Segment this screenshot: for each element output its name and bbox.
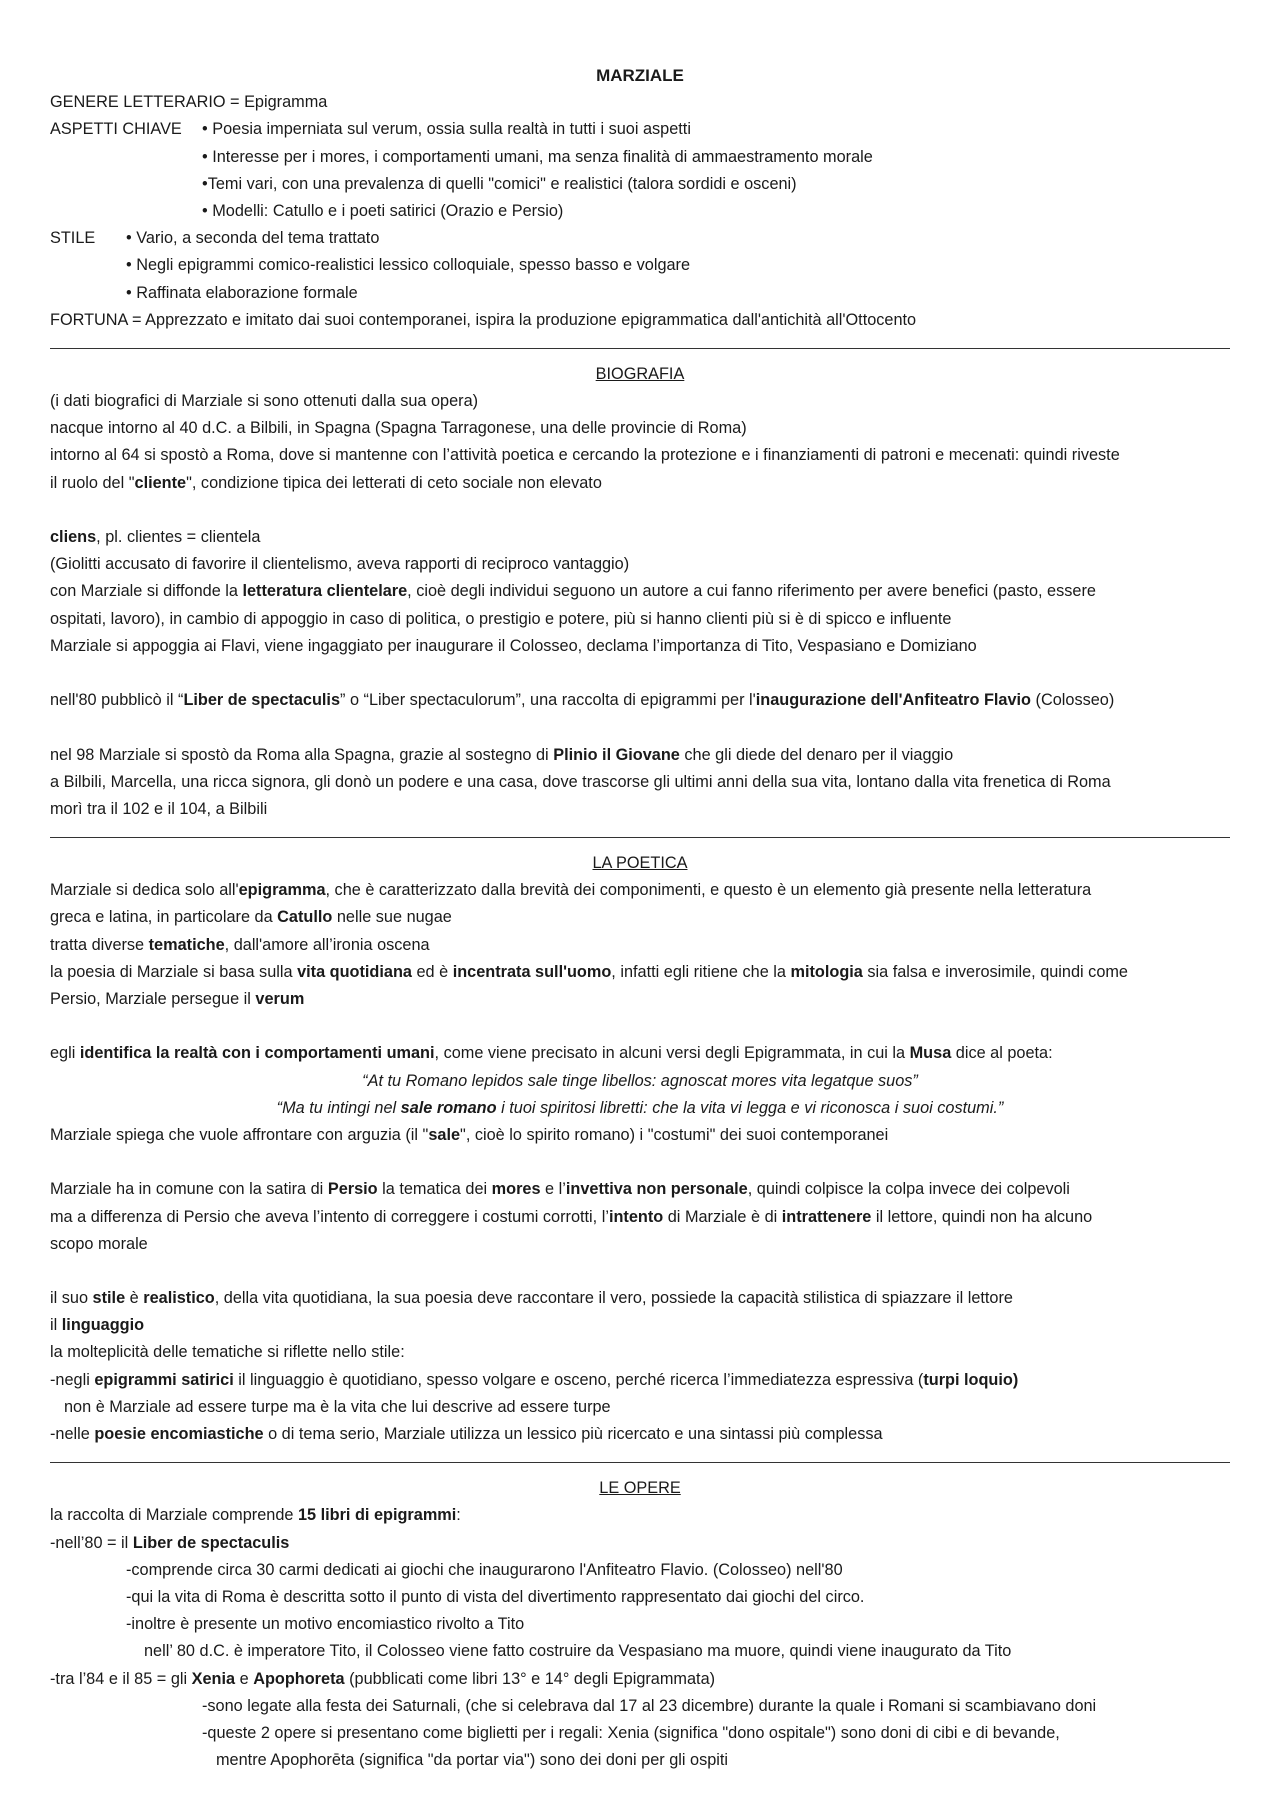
poetica-line xyxy=(50,1040,1230,1067)
aspetti-item: •Temi vari, con una prevalenza di quelli "comici" e realistici (talora sordidi e osceni) xyxy=(202,174,797,193)
text-run: ed è xyxy=(411,962,453,981)
bio-line: ospitati, lavoro), in cambio di appoggio in caso di politica, o prestigio e potere, più si hanno clienti più si è di spicco e influente xyxy=(50,609,952,628)
poetica-line xyxy=(50,932,1230,959)
keyword: intrattenere xyxy=(781,1207,872,1226)
stile-item: • Negli epigrammi comico-realistici lessico colloquiale, spesso basso e volgare xyxy=(126,256,691,275)
opere-line: -sono legate alla festa dei Saturnali, (che si celebrava dal 17 al 23 dicembre) durante la quale i Romani si scambiavano doni xyxy=(202,1696,1097,1715)
opere-heading: LE OPERE xyxy=(599,1479,681,1498)
section-divider xyxy=(50,823,1230,838)
poetica-line xyxy=(50,1421,1230,1448)
text-run: (pubblicati come libri 13° e 14° degli Epigrammata) xyxy=(344,1669,716,1688)
keyword: sale romano xyxy=(400,1098,497,1117)
bio-line: Marziale si appoggia ai Flavi, viene ingaggiato per inaugurare il Colosseo, declama l’importanza di Tito, Vespasiano e Domiziano xyxy=(50,636,977,655)
bio-line xyxy=(50,578,1230,605)
keyword: turpi loquio) xyxy=(923,1370,1019,1389)
keyword: linguaggio xyxy=(61,1316,145,1335)
text-run: dice al poeta: xyxy=(951,1044,1053,1063)
poetica-heading: LA POETICA xyxy=(592,854,688,873)
opere-line xyxy=(50,1530,1230,1557)
keyword: verum xyxy=(255,990,305,1008)
keyword: cliens xyxy=(50,528,97,546)
stile-item: • Vario, a seconda del tema trattato xyxy=(126,229,380,248)
keyword: sale xyxy=(428,1125,461,1144)
text-run: (Colosseo) xyxy=(1031,691,1115,710)
latin-quote: “At tu Romano lepidos sale tinge libellos: agnoscat mores vita legatque suos” xyxy=(362,1071,918,1090)
section-divider xyxy=(50,1448,1230,1463)
text-run: con Marziale si diffonde la xyxy=(50,582,243,601)
keyword: incentrata sull'uomo xyxy=(452,962,612,981)
text-run: la raccolta di Marziale comprende xyxy=(50,1506,298,1525)
keyword: mitologia xyxy=(790,962,863,981)
text-run: ", cioè lo spirito romano) i "costumi" dei suoi contemporanei xyxy=(460,1125,889,1144)
text-run: , pl. clientes = clientela xyxy=(96,528,261,546)
keyword: vita quotidiana xyxy=(297,962,412,981)
section-divider xyxy=(50,334,1230,349)
blank-line xyxy=(50,1258,1230,1285)
keyword: identifica la realtà con i comportamenti umani xyxy=(79,1044,435,1063)
text-run: -nelle xyxy=(50,1425,95,1443)
text-run: Marziale si dedica solo all' xyxy=(50,881,239,900)
text-run: o di tema serio, Marziale utilizza un lessico più ricercato e una sintassi più complessa xyxy=(263,1425,883,1443)
opere-line: -qui la vita di Roma è descritta sotto il punto di vista del divertimento rappresentato dai giochi del circo. xyxy=(126,1587,865,1606)
text-run: il ruolo del " xyxy=(50,473,135,492)
bio-line: intorno al 64 si spostò a Roma, dove si mantenne con l’attività poetica e cercando la protezione e i finanziamenti di patroni e mecenati: quindi riveste xyxy=(50,446,1120,465)
fortuna-line: FORTUNA = Apprezzato e imitato dai suoi contemporanei, ispira la produzione epigrammatica dall'antichità all'Ottocento xyxy=(50,310,917,329)
keyword: Liber de spectaculis xyxy=(132,1533,290,1552)
keyword: 15 libri di epigrammi xyxy=(297,1506,457,1525)
poetica-line xyxy=(50,904,1230,931)
text-run: Persio, Marziale persegue il xyxy=(50,990,256,1008)
keyword: epigramma xyxy=(238,881,326,900)
keyword: letteratura clientelare xyxy=(242,582,408,601)
blank-line xyxy=(50,1013,1230,1040)
text-run: , cioè degli individui seguono un autore a cui fanno riferimento per avere benefici (pasto, essere xyxy=(407,582,1096,601)
text-run: ma a differenza di Persio che aveva l’intento di correggere i costumi corrotti, l’ xyxy=(50,1207,609,1226)
text-run: , infatti egli ritiene che la xyxy=(611,962,791,981)
keyword: cliente xyxy=(134,473,187,492)
keyword: Persio xyxy=(327,1180,378,1199)
poetica-line xyxy=(50,877,1230,904)
text-run: nel 98 Marziale si spostò da Roma alla Spagna, grazie al sostegno di xyxy=(50,745,554,764)
text-run: Marziale spiega che vuole affrontare con arguzia (il " xyxy=(50,1125,429,1144)
keyword: mores xyxy=(491,1180,541,1199)
text-run: nell'80 pubblicò il “ xyxy=(50,691,184,710)
poetica-line xyxy=(50,1176,1230,1203)
poetica-line xyxy=(50,1367,1230,1394)
keyword: Xenia xyxy=(191,1669,236,1688)
blank-line xyxy=(50,497,1230,524)
text-run: il linguaggio è quotidiano, spesso volgare e osceno, perché ricerca l’immediatezza espressiva ( xyxy=(233,1370,924,1389)
keyword: intento xyxy=(608,1207,664,1226)
aspetti-item: • Interesse per i mores, i comportamenti umani, ma senza finalità di ammaestramento morale xyxy=(202,147,873,166)
keyword: realistico xyxy=(143,1289,215,1308)
text-run: sia falsa e inverosimile, quindi come xyxy=(862,962,1128,981)
keyword: tematiche xyxy=(148,935,225,954)
text-run: , come viene precisato in alcuni versi degli Epigrammata, in cui la xyxy=(434,1044,910,1063)
italian-quote xyxy=(50,1095,1230,1122)
poetica-line: la molteplicità delle tematiche si riflette nello stile: xyxy=(50,1343,405,1362)
text-run: , della vita quotidiana, la sua poesia deve raccontare il vero, possiede la capacità stilistica di spiazzare il lettore xyxy=(214,1289,1013,1308)
text-run: è xyxy=(125,1289,144,1308)
text-run: , che è caratterizzato dalla brevità dei componimenti, e questo è un elemento già presente nella letteratura xyxy=(325,881,1092,900)
bio-line xyxy=(50,524,1230,551)
poetica-line: scopo morale xyxy=(50,1234,148,1253)
keyword: poesie encomiastiche xyxy=(94,1425,264,1443)
biografia-heading: BIOGRAFIA xyxy=(595,364,685,383)
keyword: Apophoreta xyxy=(253,1669,345,1688)
stile-item: • Raffinata elaborazione formale xyxy=(126,283,358,302)
opere-line xyxy=(50,1502,1230,1529)
text-run: la tematica dei xyxy=(377,1180,492,1199)
opere-line: mentre Apophorēta (significa "da portar via") sono dei doni per gli ospiti xyxy=(216,1751,729,1770)
opere-line: -queste 2 opere si presentano come biglietti per i regali: Xenia (significa "dono ospitale") sono doni di cibi e di bevande, xyxy=(202,1723,1060,1742)
text-run: e xyxy=(235,1669,254,1688)
text-run: , quindi colpisce la colpa invece dei colpevoli xyxy=(747,1180,1070,1199)
poetica-line xyxy=(50,1312,1230,1339)
text-run: il xyxy=(50,1316,62,1335)
opere-line: -inoltre è presente un motivo encomiastico rivolto a Tito xyxy=(126,1615,525,1634)
text-run: -negli xyxy=(50,1370,95,1389)
text-run: e l’ xyxy=(540,1180,566,1199)
text-run: , dall'amore all’ironia oscena xyxy=(224,935,430,954)
bio-line xyxy=(50,687,1230,714)
bio-line: (i dati biografici di Marziale si sono ottenuti dalla sua opera) xyxy=(50,392,479,411)
keyword: Musa xyxy=(909,1044,952,1063)
text-run: di Marziale è di xyxy=(663,1207,782,1226)
keyword: epigrammi satirici xyxy=(94,1370,234,1389)
blank-line xyxy=(50,1149,1230,1176)
text-run: egli xyxy=(50,1044,80,1063)
aspetti-item: • Poesia imperniata sul verum, ossia sulla realtà in tutti i suoi aspetti xyxy=(202,120,691,139)
text-run: il lettore, quindi non ha alcuno xyxy=(871,1207,1093,1226)
opere-line: nell’ 80 d.C. è imperatore Tito, il Colosseo viene fatto costruire da Vespasiano ma muore, quindi viene inaugurato da Tito xyxy=(144,1642,1012,1661)
blank-line xyxy=(50,714,1230,741)
text-run: ", condizione tipica dei letterati di ceto sociale non elevato xyxy=(186,473,602,492)
stile-label: STILE xyxy=(50,229,96,248)
text-run: greca e latina, in particolare da xyxy=(50,908,278,927)
poetica-line xyxy=(50,1122,1230,1149)
poetica-line xyxy=(50,959,1230,986)
opere-line xyxy=(50,1666,1230,1693)
bio-line: morì tra il 102 e il 104, a Bilbili xyxy=(50,799,268,818)
document-page xyxy=(50,62,1230,1774)
bio-line: nacque intorno al 40 d.C. a Bilbili, in Spagna (Spagna Tarragonese, una delle provincie di Roma) xyxy=(50,419,747,438)
poetica-line xyxy=(50,1285,1230,1312)
text-run: -tra l’84 e il 85 = gli xyxy=(50,1669,192,1688)
bio-line xyxy=(50,742,1230,769)
page-title: MARZIALE xyxy=(596,66,684,85)
text-run: i tuoi spiritosi libretti: che la vita vi legga e vi riconosca i suoi costumi.” xyxy=(496,1098,1004,1117)
stile-line-1 xyxy=(50,225,1230,252)
text-run: -nell’80 = il xyxy=(50,1533,133,1552)
text-run: nelle sue nugae xyxy=(332,908,452,927)
text-run: : xyxy=(456,1506,461,1525)
keyword: stile xyxy=(92,1289,126,1308)
text-run: Marziale ha in comune con la satira di xyxy=(50,1180,328,1199)
poetica-line: non è Marziale ad essere turpe ma è la vita che lui descrive ad essere turpe xyxy=(64,1397,611,1416)
bio-line: (Giolitti accusato di favorire il clientelismo, aveva rapporti di reciproco vantaggio) xyxy=(50,555,630,574)
text-run: il suo xyxy=(50,1289,93,1308)
keyword: Plinio il Giovane xyxy=(553,745,680,764)
blank-line xyxy=(50,660,1230,687)
text-run: ” o “Liber spectaculorum”, una raccolta di epigrammi per l' xyxy=(340,691,756,710)
opere-line: -comprende circa 30 carmi dedicati ai giochi che inaugurarono l'Anfiteatro Flavio. (Colosseo) nell'80 xyxy=(126,1560,843,1579)
aspetti-label: ASPETTI CHIAVE xyxy=(50,120,182,139)
aspetti-line-1 xyxy=(50,116,1230,143)
genere-line: GENERE LETTERARIO = Epigramma xyxy=(50,93,328,112)
text-run: “Ma tu intingi nel xyxy=(276,1098,401,1117)
bio-line: a Bilbili, Marcella, una ricca signora, gli donò un podere e una casa, dove trascorse gli ultimi anni della sua vita, lontano dalla vita frenetica di Roma xyxy=(50,772,1111,791)
keyword: Catullo xyxy=(277,908,333,927)
text-run: che gli diede del denaro per il viaggio xyxy=(679,745,954,764)
keyword: Liber de spectaculis xyxy=(183,691,340,710)
poetica-line xyxy=(50,986,1230,1013)
text-run: la poesia di Marziale si basa sulla xyxy=(50,962,298,981)
poetica-line xyxy=(50,1204,1230,1231)
bio-line xyxy=(50,470,1230,497)
keyword: inaugurazione dell'Anfiteatro Flavio xyxy=(755,691,1032,710)
aspetti-item: • Modelli: Catullo e i poeti satirici (Orazio e Persio) xyxy=(202,201,564,220)
text-run: tratta diverse xyxy=(50,935,149,954)
keyword: invettiva non personale xyxy=(565,1180,748,1199)
